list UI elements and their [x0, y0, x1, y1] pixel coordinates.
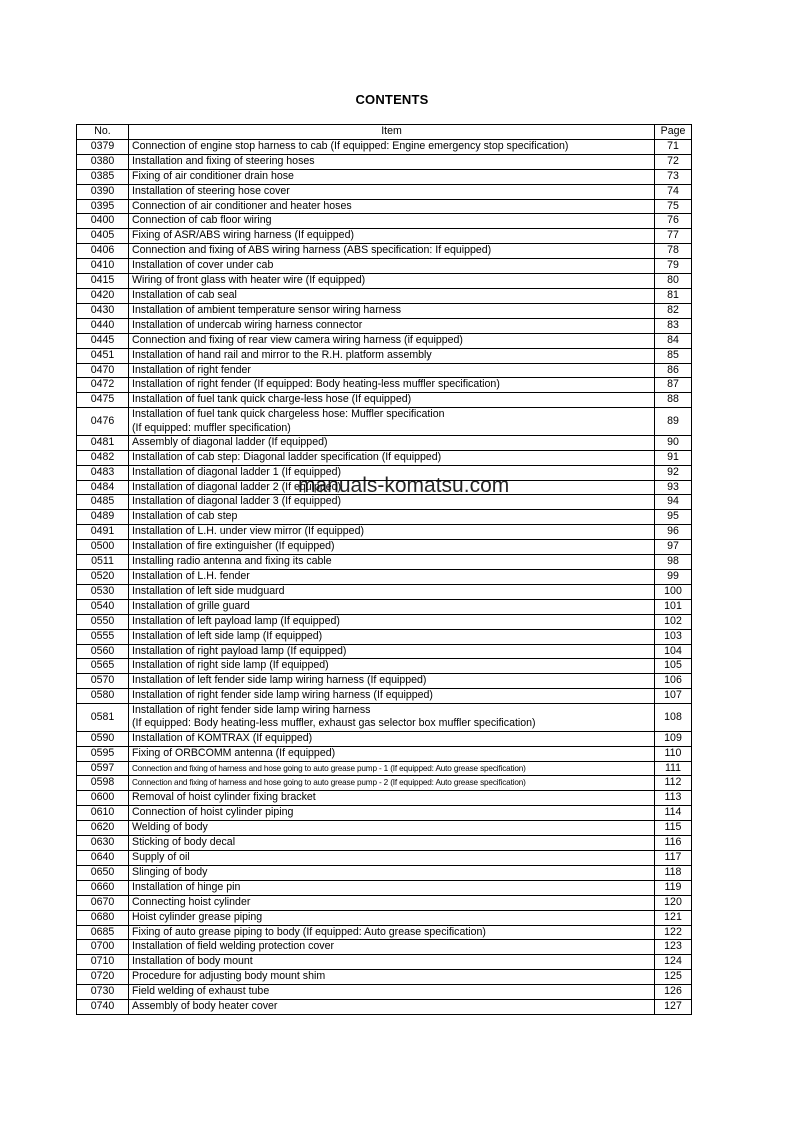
row-page: 106	[655, 674, 692, 689]
row-item: Installation of steering hose cover	[129, 184, 655, 199]
row-number: 0740	[77, 1000, 129, 1015]
row-page: 88	[655, 393, 692, 408]
table-row	[77, 791, 692, 806]
table-row	[77, 614, 692, 629]
table-row	[77, 169, 692, 184]
row-page: 80	[655, 274, 692, 289]
row-number: 0405	[77, 229, 129, 244]
row-page: 82	[655, 303, 692, 318]
row-item: Installation of left fender side lamp wiring harness (If equipped)	[129, 674, 655, 689]
row-page: 117	[655, 850, 692, 865]
row-page: 125	[655, 970, 692, 985]
row-item: Installation of body mount	[129, 955, 655, 970]
row-item: Connecting hoist cylinder	[129, 895, 655, 910]
row-page: 71	[655, 139, 692, 154]
row-number: 0550	[77, 614, 129, 629]
row-number: 0610	[77, 806, 129, 821]
row-number: 0730	[77, 985, 129, 1000]
row-page: 83	[655, 318, 692, 333]
row-item: Installation of ambient temperature sensor wiring harness	[129, 303, 655, 318]
row-number: 0395	[77, 199, 129, 214]
table-row	[77, 746, 692, 761]
table-row	[77, 525, 692, 540]
row-item: Installation of hinge pin	[129, 880, 655, 895]
row-page: 86	[655, 363, 692, 378]
row-page: 76	[655, 214, 692, 229]
row-page: 79	[655, 259, 692, 274]
row-number: 0379	[77, 139, 129, 154]
row-item: Fixing of auto grease piping to body (If equipped: Auto grease specification)	[129, 925, 655, 940]
row-item: Procedure for adjusting body mount shim	[129, 970, 655, 985]
row-number: 0650	[77, 865, 129, 880]
row-number: 0390	[77, 184, 129, 199]
row-number: 0445	[77, 333, 129, 348]
row-item-line-1: Installation of fuel tank quick chargeless hose: Muffler specification	[132, 408, 445, 421]
row-number: 0380	[77, 154, 129, 169]
row-page: 111	[655, 761, 692, 776]
row-item: Connection of engine stop harness to cab (If equipped: Engine emergency stop specification)	[129, 139, 655, 154]
row-number: 0640	[77, 850, 129, 865]
row-number: 0590	[77, 731, 129, 746]
row-item: Slinging of body	[129, 865, 655, 880]
row-item: Assembly of diagonal ladder (If equipped)	[129, 435, 655, 450]
table-row	[77, 689, 692, 704]
table-row	[77, 154, 692, 169]
row-item: Installation and fixing of steering hoses	[129, 154, 655, 169]
table-row	[77, 910, 692, 925]
row-item-line-2: (If equipped: Body heating-less muffler, exhaust gas selector box muffler specification)	[132, 717, 536, 730]
table-row	[77, 821, 692, 836]
row-page: 113	[655, 791, 692, 806]
row-item	[129, 704, 655, 732]
table-row	[77, 644, 692, 659]
row-page: 93	[655, 480, 692, 495]
row-page: 124	[655, 955, 692, 970]
row-page: 100	[655, 584, 692, 599]
row-item: Connection and fixing of rear view camera wiring harness (if equipped)	[129, 333, 655, 348]
row-page: 107	[655, 689, 692, 704]
table-row	[77, 674, 692, 689]
table-row	[77, 704, 692, 732]
row-page: 121	[655, 910, 692, 925]
row-item: Installation of cover under cab	[129, 259, 655, 274]
row-item-line-1: Installation of right fender side lamp wiring harness	[132, 704, 371, 717]
row-page: 98	[655, 555, 692, 570]
row-number: 0700	[77, 940, 129, 955]
row-number: 0481	[77, 435, 129, 450]
table-row	[77, 540, 692, 555]
row-number: 0670	[77, 895, 129, 910]
table-row	[77, 761, 692, 776]
row-page: 110	[655, 746, 692, 761]
row-number: 0530	[77, 584, 129, 599]
row-page: 77	[655, 229, 692, 244]
row-number: 0685	[77, 925, 129, 940]
row-number: 0406	[77, 244, 129, 259]
watermark: manuals-komatsu.com	[298, 474, 510, 497]
row-number: 0415	[77, 274, 129, 289]
table-row	[77, 348, 692, 363]
table-row	[77, 259, 692, 274]
row-item: Installation of left payload lamp (If equipped)	[129, 614, 655, 629]
table-row	[77, 274, 692, 289]
row-page: 114	[655, 806, 692, 821]
row-item: Installation of L.H. fender	[129, 569, 655, 584]
row-item: Installation of undercab wiring harness connector	[129, 318, 655, 333]
row-page: 95	[655, 510, 692, 525]
row-number: 0580	[77, 689, 129, 704]
row-number: 0680	[77, 910, 129, 925]
row-number: 0560	[77, 644, 129, 659]
row-number: 0520	[77, 569, 129, 584]
row-page: 91	[655, 450, 692, 465]
row-page: 99	[655, 569, 692, 584]
row-number: 0620	[77, 821, 129, 836]
row-number: 0475	[77, 393, 129, 408]
table-row	[77, 940, 692, 955]
row-number: 0440	[77, 318, 129, 333]
table-row	[77, 970, 692, 985]
table-row	[77, 629, 692, 644]
row-number: 0598	[77, 776, 129, 791]
row-page: 92	[655, 465, 692, 480]
table-row	[77, 435, 692, 450]
row-item: Installation of diagonal ladder 2 (If equipped)	[129, 480, 655, 495]
row-number: 0470	[77, 363, 129, 378]
row-item: Installation of cab step	[129, 510, 655, 525]
row-item: Installation of KOMTRAX (If equipped)	[129, 731, 655, 746]
row-page: 123	[655, 940, 692, 955]
row-item: Installation of hand rail and mirror to the R.H. platform assembly	[129, 348, 655, 363]
row-item: Connection and fixing of harness and hose going to auto grease pump - 2 (If equipped: Auto grease specification)	[129, 776, 655, 791]
row-item: Installation of right payload lamp (If equipped)	[129, 644, 655, 659]
row-page: 109	[655, 731, 692, 746]
row-number: 0430	[77, 303, 129, 318]
table-row	[77, 450, 692, 465]
row-number: 0660	[77, 880, 129, 895]
header-item: Item	[129, 125, 655, 140]
row-number: 0555	[77, 629, 129, 644]
row-item: Installation of diagonal ladder 1 (If equipped)	[129, 465, 655, 480]
row-page: 94	[655, 495, 692, 510]
table-row	[77, 378, 692, 393]
row-item: Connection of air conditioner and heater hoses	[129, 199, 655, 214]
table-row	[77, 776, 692, 791]
row-item: Wiring of front glass with heater wire (If equipped)	[129, 274, 655, 289]
row-page: 118	[655, 865, 692, 880]
table-row	[77, 393, 692, 408]
table-row	[77, 318, 692, 333]
row-number: 0500	[77, 540, 129, 555]
row-number: 0482	[77, 450, 129, 465]
row-item: Connection and fixing of ABS wiring harness (ABS specification: If equipped)	[129, 244, 655, 259]
row-page: 116	[655, 836, 692, 851]
table-row	[77, 806, 692, 821]
row-number: 0720	[77, 970, 129, 985]
header-page: Page	[655, 125, 692, 140]
row-page: 87	[655, 378, 692, 393]
row-page: 103	[655, 629, 692, 644]
page-title: CONTENTS	[355, 92, 429, 107]
row-item: Installation of grille guard	[129, 599, 655, 614]
row-page: 126	[655, 985, 692, 1000]
row-item: Installation of field welding protection cover	[129, 940, 655, 955]
table-row	[77, 731, 692, 746]
row-page: 112	[655, 776, 692, 791]
row-number: 0565	[77, 659, 129, 674]
row-number: 0420	[77, 288, 129, 303]
row-number: 0491	[77, 525, 129, 540]
row-page: 89	[655, 408, 692, 436]
row-page: 96	[655, 525, 692, 540]
row-item: Installation of fuel tank quick charge-less hose (If equipped)	[129, 393, 655, 408]
row-number: 0511	[77, 555, 129, 570]
table-row	[77, 363, 692, 378]
row-item: Assembly of body heater cover	[129, 1000, 655, 1015]
row-item: Connection of hoist cylinder piping	[129, 806, 655, 821]
table-row	[77, 985, 692, 1000]
row-item: Installation of cab step: Diagonal ladder specification (If equipped)	[129, 450, 655, 465]
row-item: Installation of right side lamp (If equipped)	[129, 659, 655, 674]
row-number: 0597	[77, 761, 129, 776]
table-row	[77, 199, 692, 214]
table-row	[77, 955, 692, 970]
table-row	[77, 584, 692, 599]
row-item: Installation of fire extinguisher (If equipped)	[129, 540, 655, 555]
header-no: No.	[77, 125, 129, 140]
row-number: 0630	[77, 836, 129, 851]
table-row	[77, 925, 692, 940]
row-item	[129, 408, 655, 436]
table-row	[77, 599, 692, 614]
row-item: Installation of L.H. under view mirror (If equipped)	[129, 525, 655, 540]
row-page: 97	[655, 540, 692, 555]
row-page: 78	[655, 244, 692, 259]
table-row	[77, 408, 692, 436]
row-page: 90	[655, 435, 692, 450]
row-number: 0540	[77, 599, 129, 614]
row-item: Connection and fixing of harness and hose going to auto grease pump - 1 (If equipped: Auto grease specification)	[129, 761, 655, 776]
table-row	[77, 303, 692, 318]
row-page: 72	[655, 154, 692, 169]
row-page: 74	[655, 184, 692, 199]
row-item: Installing radio antenna and fixing its cable	[129, 555, 655, 570]
row-item: Installation of cab seal	[129, 288, 655, 303]
row-page: 115	[655, 821, 692, 836]
row-page: 127	[655, 1000, 692, 1015]
row-number: 0451	[77, 348, 129, 363]
table-row	[77, 510, 692, 525]
row-number: 0485	[77, 495, 129, 510]
row-number: 0385	[77, 169, 129, 184]
table-row	[77, 569, 692, 584]
row-page: 81	[655, 288, 692, 303]
table-row	[77, 850, 692, 865]
table-row	[77, 865, 692, 880]
table-row	[77, 880, 692, 895]
row-page: 84	[655, 333, 692, 348]
row-item: Fixing of air conditioner drain hose	[129, 169, 655, 184]
row-item: Welding of body	[129, 821, 655, 836]
row-number: 0483	[77, 465, 129, 480]
row-page: 120	[655, 895, 692, 910]
row-page: 104	[655, 644, 692, 659]
table-row	[77, 555, 692, 570]
row-number: 0400	[77, 214, 129, 229]
row-item: Installation of right fender	[129, 363, 655, 378]
table-row	[77, 139, 692, 154]
row-item: Installation of diagonal ladder 3 (If equipped)	[129, 495, 655, 510]
row-item: Installation of right fender (If equipped: Body heating-less muffler specification)	[129, 378, 655, 393]
table-row	[77, 214, 692, 229]
table-row	[77, 229, 692, 244]
row-page: 85	[655, 348, 692, 363]
table-row	[77, 895, 692, 910]
row-number: 0595	[77, 746, 129, 761]
table-row	[77, 244, 692, 259]
row-item: Installation of left side mudguard	[129, 584, 655, 599]
row-number: 0710	[77, 955, 129, 970]
row-page: 122	[655, 925, 692, 940]
table-row	[77, 288, 692, 303]
row-item: Installation of right fender side lamp wiring harness (If equipped)	[129, 689, 655, 704]
row-page: 102	[655, 614, 692, 629]
row-item: Field welding of exhaust tube	[129, 985, 655, 1000]
row-page: 108	[655, 704, 692, 732]
row-item: Installation of left side lamp (If equipped)	[129, 629, 655, 644]
row-number: 0570	[77, 674, 129, 689]
contents-table	[76, 124, 692, 1015]
row-number: 0472	[77, 378, 129, 393]
row-number: 0476	[77, 408, 129, 436]
table-row	[77, 333, 692, 348]
row-item: Fixing of ORBCOMM antenna (If equipped)	[129, 746, 655, 761]
row-item: Supply of oil	[129, 850, 655, 865]
row-page: 119	[655, 880, 692, 895]
table-row	[77, 659, 692, 674]
row-item: Connection of cab floor wiring	[129, 214, 655, 229]
row-number: 0581	[77, 704, 129, 732]
table-row	[77, 836, 692, 851]
row-page: 101	[655, 599, 692, 614]
row-item: Removal of hoist cylinder fixing bracket	[129, 791, 655, 806]
table-row	[77, 184, 692, 199]
table-header-row	[77, 125, 692, 140]
row-page: 73	[655, 169, 692, 184]
table-row	[77, 1000, 692, 1015]
row-number: 0600	[77, 791, 129, 806]
row-item: Sticking of body decal	[129, 836, 655, 851]
row-number: 0410	[77, 259, 129, 274]
row-item: Fixing of ASR/ABS wiring harness (If equipped)	[129, 229, 655, 244]
row-item-line-2: (If equipped: muffler specification)	[132, 421, 291, 434]
contents-body	[77, 139, 692, 1014]
row-page: 105	[655, 659, 692, 674]
row-page: 75	[655, 199, 692, 214]
row-number: 0489	[77, 510, 129, 525]
row-number: 0484	[77, 480, 129, 495]
row-item: Hoist cylinder grease piping	[129, 910, 655, 925]
